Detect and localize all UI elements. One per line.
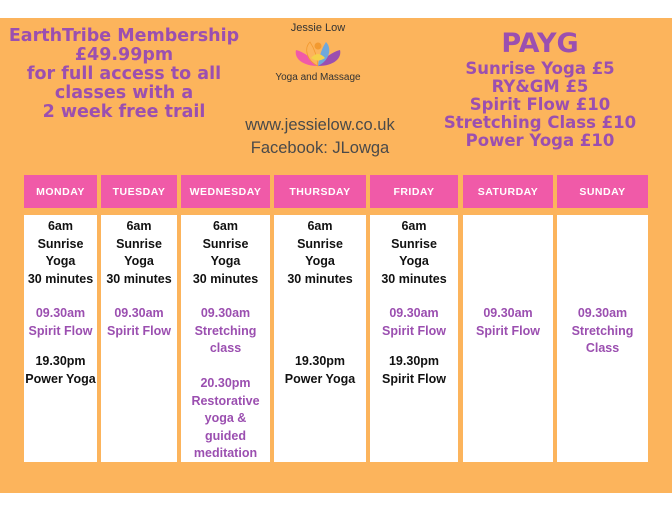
- slot-line: guided: [205, 428, 246, 443]
- slot-line: Class: [585, 341, 620, 355]
- day-body: [101, 215, 177, 462]
- slot-line: 30 minutes: [287, 271, 353, 286]
- class-slot: [370, 218, 458, 288]
- day-body: [370, 215, 458, 462]
- class-slot: [181, 305, 270, 358]
- slot-line: Power Yoga: [284, 371, 356, 386]
- slot-line: Spirit Flow: [382, 323, 446, 338]
- lotus-meditation-icon: [292, 36, 344, 70]
- class-slot: [274, 353, 366, 388]
- price-line: RY&GM £5: [491, 77, 589, 96]
- price-line: Spirit Flow £10: [469, 95, 611, 114]
- brand-tagline: Yoga and Massage: [275, 72, 361, 83]
- day-body: [274, 215, 366, 462]
- price-line: Sunrise Yoga £5: [465, 59, 615, 78]
- slot-line: Sunrise: [391, 236, 437, 251]
- slot-line: Yoga: [124, 254, 154, 268]
- slot-line: class: [209, 341, 242, 355]
- slot-line: 6am: [126, 219, 152, 233]
- membership-line: EarthTribe Membership: [8, 26, 240, 46]
- day-header: TUESDAY: [101, 175, 177, 208]
- day-header: SUNDAY: [557, 175, 648, 208]
- slot-line: Yoga: [210, 254, 241, 268]
- slot-line: 19.30pm: [388, 354, 440, 368]
- brand-name: Jessie Low: [290, 22, 346, 34]
- slot-line: 6am: [47, 219, 74, 233]
- day-body: [181, 215, 270, 462]
- membership-line: 2 week free trail: [42, 102, 206, 122]
- class-slot: [557, 305, 648, 358]
- slot-line: 19.30pm: [294, 354, 346, 368]
- slot-line: 09.30am: [35, 306, 86, 320]
- class-slot: [24, 353, 97, 388]
- slot-line: 30 minutes: [192, 271, 259, 286]
- slot-line: 09.30am: [483, 306, 533, 320]
- class-slot: [370, 353, 458, 388]
- slot-line: 6am: [212, 219, 239, 233]
- day-header: THURSDAY: [274, 175, 366, 208]
- class-slot: [274, 218, 366, 288]
- day-header: WEDNESDAY: [181, 175, 270, 208]
- price-line: Power Yoga £10: [465, 131, 615, 150]
- slot-line: Spirit Flow: [476, 323, 540, 338]
- class-slot: [181, 375, 270, 463]
- slot-line: Yoga: [305, 254, 335, 268]
- day-header: MONDAY: [24, 175, 97, 208]
- day-header: SATURDAY: [463, 175, 553, 208]
- slot-line: Sunrise: [202, 236, 249, 251]
- slot-line: Restorative: [191, 393, 260, 408]
- slot-line: Sunrise: [297, 236, 343, 251]
- class-slot: [24, 305, 97, 340]
- class-slot: [370, 305, 458, 340]
- membership-offer: [6, 27, 242, 122]
- membership-line: for full access to all: [26, 64, 222, 84]
- slot-line: Power Yoga: [25, 371, 96, 386]
- class-slot: [181, 218, 270, 288]
- slot-line: 09.30am: [114, 306, 164, 320]
- membership-line: classes with a: [54, 83, 194, 103]
- contact-info: [234, 114, 406, 160]
- slot-line: 30 minutes: [381, 271, 447, 286]
- slot-line: 6am: [307, 219, 333, 233]
- slot-line: 09.30am: [389, 306, 439, 320]
- class-slot: [101, 305, 177, 340]
- payg-heading: PAYG: [501, 28, 579, 59]
- slot-line: Spirit Flow: [28, 323, 93, 338]
- slot-line: Spirit Flow: [107, 323, 171, 338]
- payg-prices: [440, 28, 640, 150]
- slot-line: Stretching: [194, 323, 257, 338]
- slot-line: yoga &: [204, 411, 247, 425]
- slot-line: Stretching: [571, 323, 634, 338]
- day-body: [463, 215, 553, 462]
- slot-line: Sunrise: [37, 236, 84, 251]
- brand-logo: [268, 22, 368, 83]
- slot-line: Sunrise: [116, 236, 162, 251]
- slot-line: Spirit Flow: [382, 371, 446, 386]
- slot-line: Yoga: [399, 254, 429, 268]
- price-line: Stretching Class £10: [443, 113, 637, 132]
- slot-line: 6am: [401, 219, 427, 233]
- day-body: [24, 215, 97, 462]
- membership-line: £49.99pm: [74, 45, 174, 65]
- day-body: [557, 215, 648, 462]
- class-slot: [24, 218, 97, 288]
- slot-line: 20.30pm: [200, 376, 251, 390]
- slot-line: 09.30am: [200, 306, 251, 320]
- slot-line: 09.30am: [577, 306, 628, 320]
- class-slot: [463, 305, 553, 340]
- slot-line: 30 minutes: [27, 271, 94, 286]
- slot-line: 19.30pm: [35, 354, 86, 368]
- slot-line: Yoga: [45, 254, 76, 268]
- slot-line: 30 minutes: [106, 271, 172, 286]
- class-slot: [101, 218, 177, 288]
- website-text: www.jessielow.co.uk: [245, 116, 395, 134]
- slot-line: meditation: [193, 446, 258, 460]
- day-header: FRIDAY: [370, 175, 458, 208]
- facebook-text: Facebook: JLowga: [250, 139, 390, 157]
